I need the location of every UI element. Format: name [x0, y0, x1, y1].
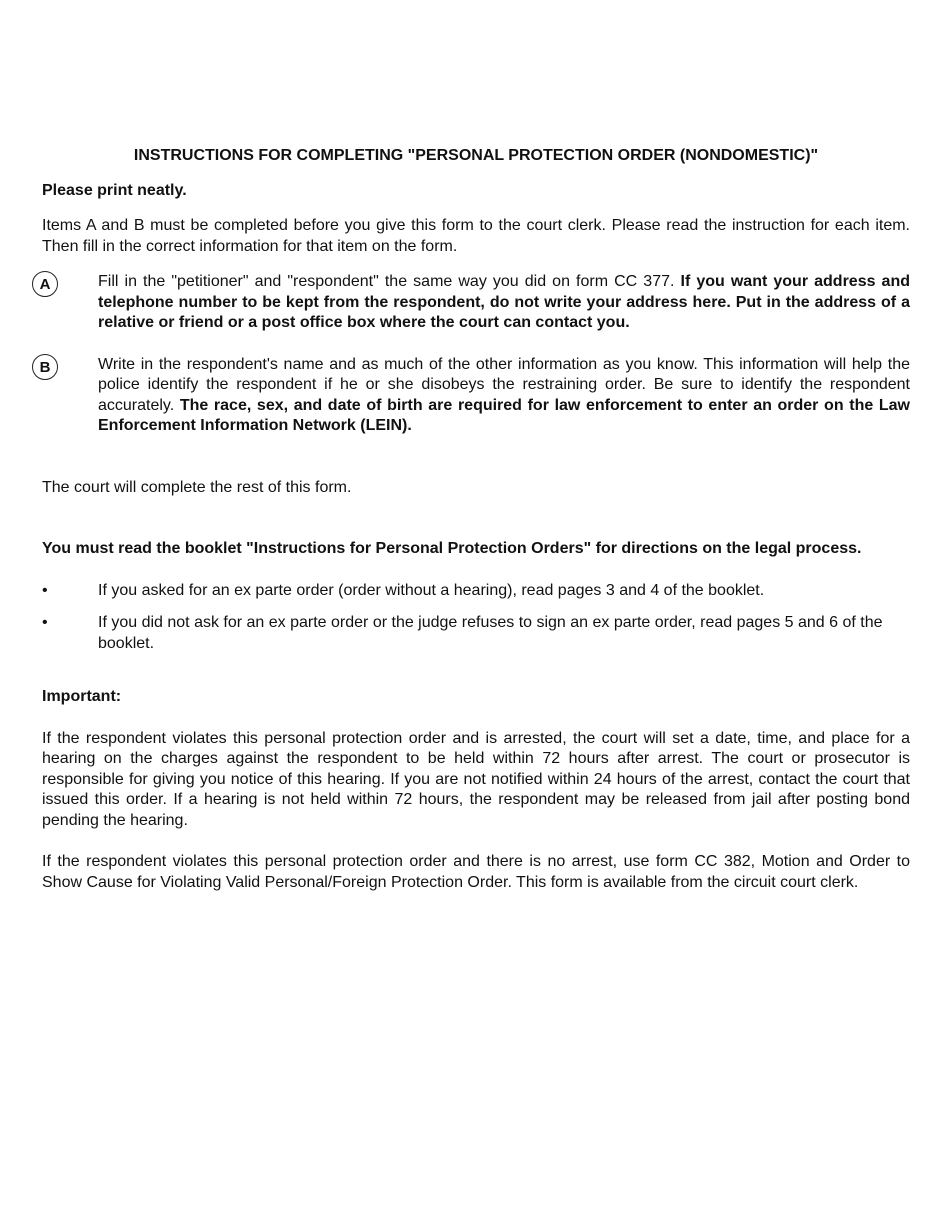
important-heading: Important: — [42, 688, 122, 705]
booklet-notice: You must read the booklet "Instructions for Personal Protection Orders" for directions on the legal process. — [42, 540, 862, 557]
important-paragraph-no-arrest: If the respondent violates this personal protection order and there is no arrest, use form CC 382, Motion and Order to Show Cause for Violating Valid Personal/Foreign Protection Order. This form is available from the circuit court clerk. — [42, 853, 910, 891]
item-a-bold-text: If you want your address and telephone number to be kept from the respondent, do not write your address here. Put in the address of a relative or friend or a post office box where the court can contact you. — [98, 273, 910, 331]
bullet-icon: • — [42, 614, 48, 631]
item-b — [39, 355, 910, 437]
instruction-page — [39, 146, 910, 893]
bullet-icon: • — [42, 581, 48, 599]
intro-paragraph: Items A and B must be completed before you give this form to the court clerk. Please read the instruction for each item. Then fill in the correct information for that item on the form. — [42, 217, 910, 255]
bullet-text-2: If you did not ask for an ex parte order or the judge refuses to sign an ex parte order, read pages 5 and 6 of the booklet. — [98, 614, 883, 652]
court-complete-note: The court will complete the rest of this form. — [42, 478, 352, 496]
item-b-letter-circle: B — [32, 354, 58, 380]
item-a-letter-circle: A — [32, 271, 58, 297]
important-paragraph-arrest: If the respondent violates this personal protection order and is arrested, the court will set a date, time, and place for a hearing on the charges against the respondent to be held within 72 hours after arrest. The court or prosecutor is responsible for giving you notice of this hearing. If you are not notified within 24 hours of the arrest, contact the court that issued this order. If a hearing is not held within 72 hours, the respondent may be released from jail after posting bond pending the hearing. — [42, 729, 910, 829]
item-b-text: Write in the respondent's name and as much of the other information as you know. This information will help the police identify the respondent if he or she disobeys the restraining order. Be sure to identify the respondent accurately. — [98, 355, 910, 414]
bullet-item-2 — [42, 613, 910, 654]
print-neatly-note: Please print neatly. — [42, 181, 187, 199]
page-title: INSTRUCTIONS FOR COMPLETING "PERSONAL PROTECTION ORDER (NONDOMESTIC)" — [133, 147, 819, 164]
item-a-text: Fill in the "petitioner" and "respondent" the same way you did on form CC 377. — [98, 273, 681, 290]
item-a — [39, 272, 910, 334]
item-b-bold-text: The race, sex, and date of birth are required for law enforcement to enter an order on the Law Enforcement Information Network (LEIN). — [98, 396, 910, 434]
bullet-item-1 — [42, 581, 910, 602]
bullet-text-1: If you asked for an ex parte order (order without a hearing), read pages 3 and 4 of the booklet. — [98, 581, 765, 599]
